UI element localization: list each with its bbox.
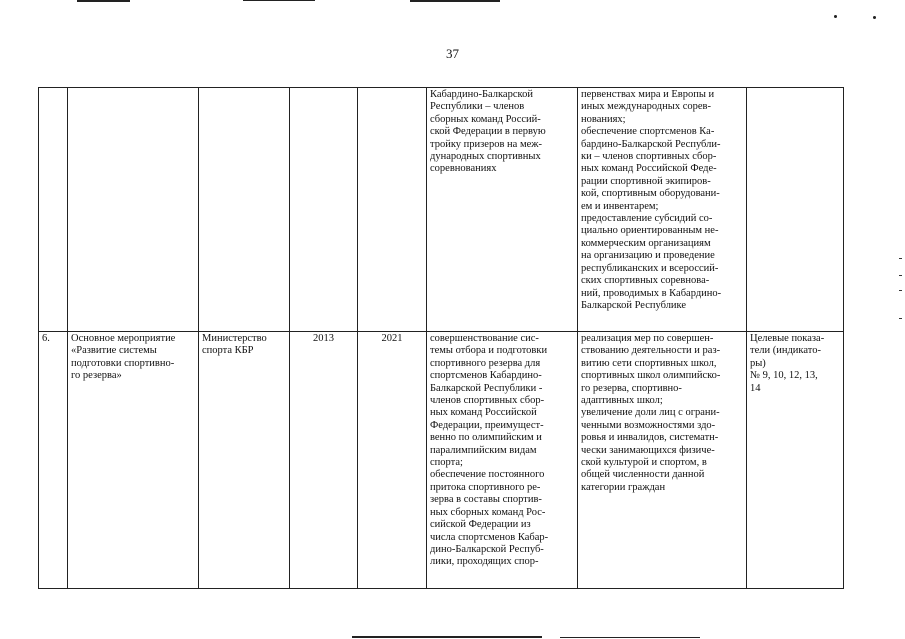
scan-artifact-side-mark: [899, 275, 902, 276]
scan-artifact-bottom-line: [352, 636, 542, 638]
table-row: [39, 88, 844, 332]
end-year-cell: 2021: [358, 332, 427, 589]
scan-artifact-top-center: [243, 0, 315, 1]
scan-artifact-side-mark: [899, 318, 902, 319]
executor-cell: Министерство спорта КБР: [199, 332, 290, 589]
direct-result-cell: совершенствование сис- темы отбора и подготовки спортивного резерва для спортсменов Кабардино- Балкарской Республики - членов спортивных сбор- ных команд Российской Федерации, преимущест- венно по олимпийским и паралимпийским видам спорта; обеспечение постоянного притока спортивного ре- зерва в составы спортив- ных сборных команд Рос- сийской Федерации из числа спортсменов Кабар- дино-Балкарской Респуб- лики, проходящих спор-: [427, 332, 578, 589]
indicators-cell: Целевые показа- тели (индикато- ры) № 9, 10, 12, 13, 14: [747, 332, 844, 589]
scan-artifact-dot-1: [834, 15, 837, 18]
end-year-cell: [358, 88, 427, 332]
start-year-cell: 2013: [290, 332, 358, 589]
scan-artifact-side-mark: [899, 290, 902, 291]
page-number: 37: [446, 46, 459, 61]
scan-artifact-bottom-line-2: [560, 637, 700, 638]
scan-artifact-side-mark: [899, 258, 902, 259]
activity-name-cell: Основное мероприятие «Развитие системы подготовки спортивно- го резерва»: [68, 332, 199, 589]
scan-artifact-top-left: [77, 0, 130, 2]
activity-name-cell: [68, 88, 199, 332]
main-directions-cell: первенствах мира и Европы и иных международных сорев- нованиях; обеспечение спортсменов Ка- бардино-Балкарской Республи- ки – членов спортивных сбор- ных команд Российской Феде- рации спортивной экипиров- кой, спортивным оборудовани- ем и инвентарем; предоставление субсидий со- циально ориентированным не- коммерческим организациям на организацию и проведение республиканских и всероссий- ских спортивных соревнова- ний, проводимых в Кабардино- Балкарской Республике: [578, 88, 747, 332]
scan-artifact-dot-2: [873, 16, 876, 19]
row-number-cell: 6.: [39, 332, 68, 589]
row-number-cell: [39, 88, 68, 332]
executor-cell: [199, 88, 290, 332]
program-activities-table: [38, 87, 844, 589]
table-row: [39, 332, 844, 589]
direct-result-cell: Кабардино-Балкарской Республики – членов сборных команд Россий- ской Федерации в первую тройку призеров на меж- дународных спортивных соревнованиях: [427, 88, 578, 332]
scan-artifact-top-right: [410, 0, 500, 2]
start-year-cell: [290, 88, 358, 332]
main-directions-cell: реализация мер по совершен- ствованию деятельности и раз- витию сети спортивных школ, спортивных школ олимпийско- го резерва, спортивно- адаптивных школ; увеличение доли лиц с ограни- ченными возможностями здо- ровья и инвалидов, систематн- чески занимающихся физиче- ской культурой и спортом, в общей численности данной категории граждан: [578, 332, 747, 589]
indicators-cell: [747, 88, 844, 332]
